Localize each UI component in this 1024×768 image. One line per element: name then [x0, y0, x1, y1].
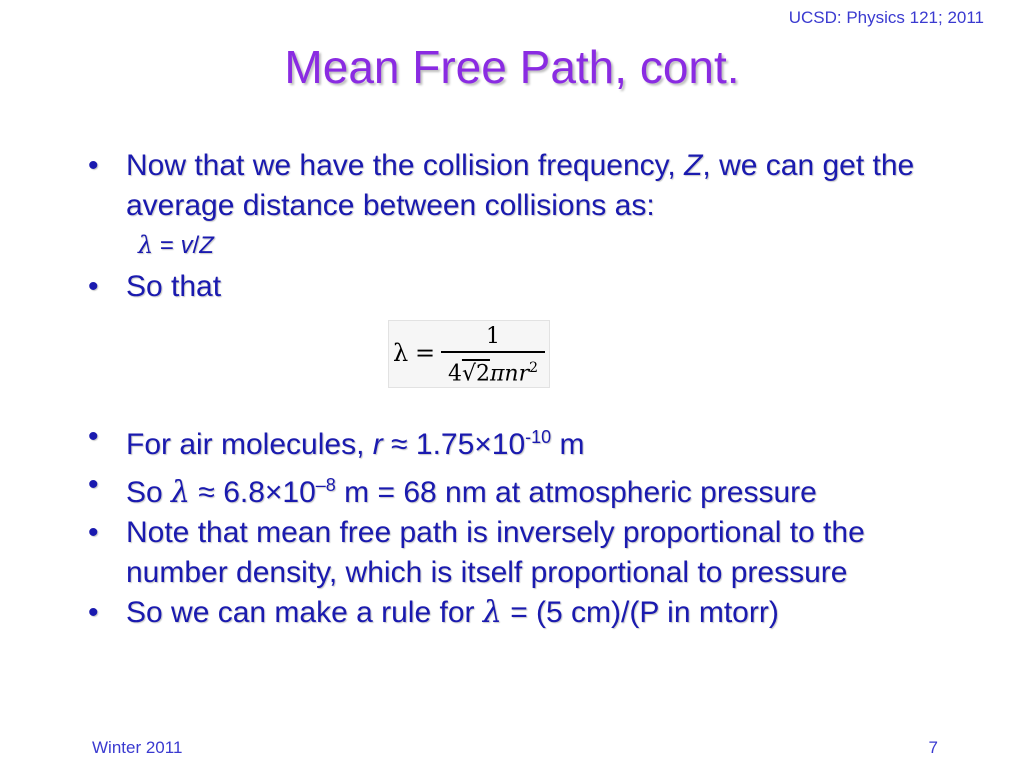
bullet-var: r	[372, 428, 383, 461]
bullet-text: So	[126, 476, 172, 509]
bullet-lambda-value	[88, 465, 938, 513]
bullet-var: Z	[684, 149, 703, 182]
lambda-symbol: λ	[171, 475, 191, 510]
formula-equals: =	[415, 339, 436, 367]
bullet-symbol: •	[88, 468, 99, 501]
den-four: 4	[447, 361, 462, 387]
bullet-text: Note that mean free path is inversely proportional to the number density, which is itself proportional to pressure	[126, 516, 865, 589]
bullet-text: So we can make a rule for	[126, 596, 483, 629]
value: 6.8×10	[223, 476, 316, 509]
equals-sign: =	[153, 232, 181, 259]
exponent: -10	[525, 427, 552, 447]
bullet-air-molecules	[88, 417, 938, 465]
approx-sign: ≈	[190, 476, 224, 509]
formula-denominator	[441, 353, 545, 389]
bullet-symbol: •	[88, 420, 99, 453]
den-sqrt: √2	[461, 361, 490, 387]
slash: /	[192, 232, 200, 259]
slide-title: Mean Free Path, cont.	[284, 41, 740, 93]
bullet-symbol: •	[88, 270, 99, 303]
var-z: Z	[199, 232, 214, 259]
formula-numerator: 1	[441, 323, 545, 353]
bullet-text: For air molecules,	[126, 428, 373, 461]
bullet-text: = (5 cm)/(P in mtorr)	[501, 596, 779, 629]
den-rest: πnr	[489, 361, 530, 387]
bullet-list	[88, 146, 938, 633]
bullet-text: , we can get the average distance between collisions as:	[126, 149, 915, 222]
lambda-symbol: λ	[138, 231, 154, 259]
bullet-so-that	[88, 267, 938, 307]
den-exp: 2	[529, 360, 539, 376]
unit: m	[551, 428, 585, 461]
formula-lambda: λ	[393, 339, 409, 367]
bullet-collision-frequency	[88, 146, 938, 226]
lambda-symbol: λ	[482, 595, 502, 630]
page-number: 7	[928, 738, 938, 757]
footer-term: Winter 2011	[92, 738, 183, 757]
formula-fraction	[441, 323, 545, 389]
sub-equation	[88, 230, 938, 261]
bullet-symbol: •	[88, 516, 99, 549]
approx-sign: ≈	[382, 428, 416, 461]
bullet-rule	[88, 593, 938, 633]
bullet-symbol: •	[88, 596, 99, 629]
bullet-inverse-proportional	[88, 513, 938, 593]
bullet-symbol: •	[88, 149, 99, 182]
bullet-text: Now that we have the collision frequency,	[126, 149, 685, 182]
bullet-text: m = 68 nm at atmospheric pressure	[335, 476, 817, 509]
var-v: v	[180, 232, 193, 259]
course-header: UCSD: Physics 121; 2011	[788, 8, 984, 27]
mean-free-path-formula	[388, 320, 550, 388]
value: 1.75×10	[415, 428, 526, 461]
exponent: –8	[315, 475, 336, 495]
bullet-text: So that	[126, 270, 222, 303]
